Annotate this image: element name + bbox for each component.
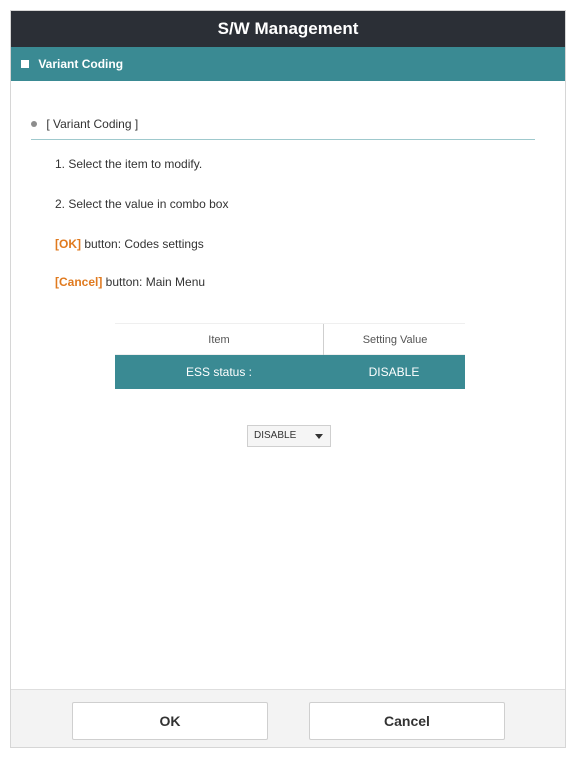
cancel-button[interactable]: Cancel	[309, 702, 505, 740]
square-bullet-icon	[21, 60, 29, 68]
section-title	[31, 117, 535, 140]
coding-table	[115, 323, 465, 389]
instruction-cancel	[55, 275, 205, 289]
instruction-line-2: 2. Select the value in combo box	[55, 197, 229, 211]
bullet-dot-icon	[31, 121, 37, 127]
ok-tag: [OK]	[55, 237, 81, 251]
column-header-item: Item	[208, 334, 230, 346]
ok-description: button: Codes settings	[81, 237, 204, 251]
window-title: S/W Management	[11, 11, 565, 47]
cancel-description: button: Main Menu	[102, 275, 206, 289]
column-header-setting-value: Setting Value	[323, 324, 466, 356]
instruction-line-1: 1. Select the item to modify.	[55, 157, 203, 171]
instruction-ok	[55, 237, 204, 251]
subheader-label: Variant Coding	[38, 57, 124, 71]
subheader	[11, 47, 565, 81]
row-value-cell: DISABLE	[368, 365, 420, 379]
table-header	[115, 323, 465, 355]
section-title-text: [ Variant Coding ]	[46, 117, 139, 131]
dropdown-arrow-icon[interactable]	[315, 434, 323, 439]
cancel-tag: [Cancel]	[55, 275, 103, 289]
row-item-cell: ESS status :	[185, 365, 253, 379]
table-row[interactable]	[115, 355, 465, 389]
footer-bar	[11, 689, 565, 747]
setting-value-combo-box[interactable]	[247, 425, 331, 447]
combo-selected-value: DISABLE	[254, 430, 297, 441]
dialog-frame	[10, 10, 566, 748]
ok-button[interactable]: OK	[72, 702, 268, 740]
